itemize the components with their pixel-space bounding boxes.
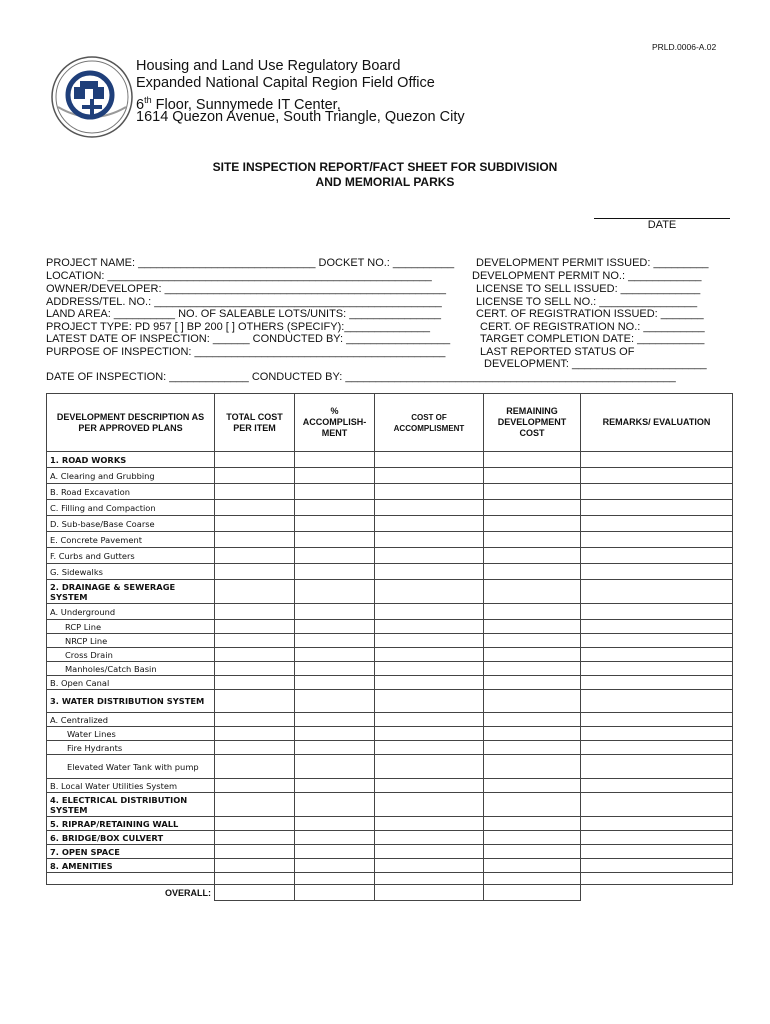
row-description: 5. RIPRAP/RETAINING WALL: [47, 817, 215, 831]
table-cell-input[interactable]: [484, 604, 581, 620]
table-cell-input[interactable]: [581, 741, 733, 755]
table-row: [47, 580, 733, 604]
table-cell-input[interactable]: [375, 580, 484, 604]
table-cell-input[interactable]: [375, 690, 484, 713]
table-cell-input[interactable]: [215, 676, 295, 690]
col-header-remaining-cost: REMAINING DEVELOPMENT COST: [484, 394, 581, 452]
row-description: B. Road Excavation: [47, 484, 215, 500]
table-cell-input[interactable]: [215, 452, 295, 468]
field-office-name: Expanded National Capital Region Field Office: [136, 75, 435, 91]
table-cell-input[interactable]: [581, 452, 733, 468]
table-cell-input[interactable]: [484, 620, 581, 634]
field-address-tel[interactable]: ADDRESS/TEL. NO.: _______________________________________________: [46, 296, 442, 308]
table-cell-input[interactable]: [375, 548, 484, 564]
row-description: 1. ROAD WORKS: [47, 452, 215, 468]
table-cell-input[interactable]: [215, 793, 295, 817]
table-cell-input[interactable]: [375, 727, 484, 741]
table-cell-input[interactable]: [581, 500, 733, 516]
table-row: [47, 859, 733, 873]
table-cell-input[interactable]: [295, 484, 375, 500]
table-cell-input[interactable]: [295, 727, 375, 741]
table-cell-input[interactable]: [375, 532, 484, 548]
field-land-area[interactable]: LAND AREA: __________ NO. OF SALEABLE LOTS/UNITS: _______________: [46, 308, 442, 320]
table-cell-input[interactable]: [581, 564, 733, 580]
row-description: 8. AMENITIES: [47, 859, 215, 873]
table-row: [47, 548, 733, 564]
table-cell-input[interactable]: [295, 516, 375, 532]
table-cell-input[interactable]: [375, 676, 484, 690]
table-cell-input[interactable]: [215, 516, 295, 532]
table-cell-input[interactable]: [581, 845, 733, 859]
table-cell-input[interactable]: [581, 690, 733, 713]
table-cell-input[interactable]: [375, 500, 484, 516]
table-row: [47, 634, 733, 648]
form-code: PRLD.0006-A.02: [652, 42, 717, 52]
col-header-remarks: REMARKS/ EVALUATION: [581, 394, 733, 452]
table-cell-input[interactable]: [375, 779, 484, 793]
table-cell-input[interactable]: [484, 727, 581, 741]
table-row: [47, 831, 733, 845]
field-purpose[interactable]: PURPOSE OF INSPECTION: _________________________________________: [46, 346, 446, 358]
table-cell-input[interactable]: [215, 604, 295, 620]
table-cell-input[interactable]: [375, 817, 484, 831]
table-cell-input[interactable]: [581, 713, 733, 727]
row-description: Manholes/Catch Basin: [47, 662, 215, 676]
table-cell-input[interactable]: [215, 484, 295, 500]
table-cell-input[interactable]: [295, 662, 375, 676]
field-license-issued[interactable]: LICENSE TO SELL ISSUED: _____________: [476, 283, 701, 295]
table-cell-input[interactable]: [581, 532, 733, 548]
table-cell-input[interactable]: [375, 484, 484, 500]
row-description: NRCP Line: [47, 634, 215, 648]
table-cell-input[interactable]: [484, 676, 581, 690]
table-cell-input[interactable]: [581, 676, 733, 690]
table-cell-input[interactable]: [215, 859, 295, 873]
table-cell-input[interactable]: [295, 604, 375, 620]
table-cell-input[interactable]: [375, 620, 484, 634]
table-cell-input[interactable]: [581, 580, 733, 604]
row-description: A. Underground: [47, 604, 215, 620]
table-cell-input[interactable]: [215, 620, 295, 634]
table-cell-input[interactable]: [484, 873, 581, 885]
table-row: [47, 620, 733, 634]
field-license-no[interactable]: LICENSE TO SELL NO.: ________________: [476, 296, 698, 308]
table-cell-input[interactable]: [484, 634, 581, 648]
table-cell-input[interactable]: [484, 580, 581, 604]
table-cell-input[interactable]: [581, 859, 733, 873]
table-cell-input[interactable]: [295, 779, 375, 793]
table-row: [47, 741, 733, 755]
table-cell-input[interactable]: [581, 779, 733, 793]
table-cell-input[interactable]: [375, 662, 484, 676]
table-cell-input[interactable]: [484, 817, 581, 831]
table-cell-input[interactable]: [581, 548, 733, 564]
table-cell-input[interactable]: [484, 741, 581, 755]
table-row: [47, 662, 733, 676]
table-cell-input[interactable]: [484, 452, 581, 468]
overall-cell-input[interactable]: [375, 885, 484, 901]
table-cell-input[interactable]: [375, 468, 484, 484]
field-latest-inspection[interactable]: LATEST DATE OF INSPECTION: ______ CONDUCTED BY: _________________: [46, 333, 451, 345]
row-description: C. Filling and Compaction: [47, 500, 215, 516]
table-cell-input[interactable]: [375, 516, 484, 532]
report-title-line2: AND MEMORIAL PARKS: [315, 175, 455, 189]
table-cell-input[interactable]: [215, 690, 295, 713]
table-row: [47, 500, 733, 516]
row-description: Fire Hydrants: [47, 741, 215, 755]
table-cell-input[interactable]: [215, 713, 295, 727]
table-cell-input[interactable]: [375, 634, 484, 648]
table-cell-input[interactable]: [295, 859, 375, 873]
table-cell-input[interactable]: [581, 727, 733, 741]
col-header-cost-of-accomplishment: COST OF ACCOMPLISMENT: [375, 394, 484, 452]
row-description: 6. BRIDGE/BOX CULVERT: [47, 831, 215, 845]
table-row: [47, 484, 733, 500]
col-header-description: DEVELOPMENT DESCRIPTION AS PER APPROVED PLANS: [47, 394, 215, 452]
field-project-type[interactable]: PROJECT TYPE: PD 957 [ ] BP 200 [ ] OTHERS (SPECIFY):______________: [46, 321, 430, 333]
table-cell-input[interactable]: [484, 831, 581, 845]
table-cell-input[interactable]: [295, 452, 375, 468]
table-row: [47, 845, 733, 859]
overall-label: OVERALL:: [47, 885, 215, 901]
row-description: B. Open Canal: [47, 676, 215, 690]
field-dev-permit-no[interactable]: DEVELOPMENT PERMIT NO.: ____________: [472, 270, 702, 282]
table-cell-input[interactable]: [215, 564, 295, 580]
table-cell-input[interactable]: [215, 755, 295, 779]
table-row: [47, 713, 733, 727]
table-cell-input[interactable]: [484, 713, 581, 727]
table-cell-input[interactable]: [295, 755, 375, 779]
office-floor: 6th Floor, Sunnymede IT Center,: [136, 95, 341, 113]
table-row: [47, 532, 733, 548]
table-row: [47, 648, 733, 662]
table-cell-input[interactable]: [375, 859, 484, 873]
table-cell-input[interactable]: [484, 859, 581, 873]
table-cell-input[interactable]: [215, 648, 295, 662]
table-cell-input[interactable]: [375, 793, 484, 817]
table-cell-input[interactable]: [215, 662, 295, 676]
table-cell-input[interactable]: [215, 817, 295, 831]
table-cell-input[interactable]: [295, 831, 375, 845]
table-cell-input[interactable]: [215, 580, 295, 604]
table-cell-input[interactable]: [295, 564, 375, 580]
table-cell-input[interactable]: [484, 484, 581, 500]
table-cell-input[interactable]: [484, 548, 581, 564]
table-row: [47, 817, 733, 831]
overall-row: [47, 885, 733, 901]
hlurb-logo-icon: [50, 55, 134, 139]
table-cell-input[interactable]: [295, 713, 375, 727]
office-address: 1614 Quezon Avenue, South Triangle, Quezon City: [136, 109, 465, 125]
table-cell-input[interactable]: [215, 500, 295, 516]
table-cell-input[interactable]: [295, 793, 375, 817]
table-cell-input[interactable]: [215, 634, 295, 648]
table-cell-input[interactable]: [375, 873, 484, 885]
table-cell-input[interactable]: [295, 620, 375, 634]
row-description: [47, 873, 215, 885]
table-cell-input[interactable]: [375, 452, 484, 468]
table-cell-input[interactable]: [581, 516, 733, 532]
row-description: Cross Drain: [47, 648, 215, 662]
table-cell-input[interactable]: [215, 727, 295, 741]
overall-empty: [581, 885, 733, 901]
table-cell-input[interactable]: [295, 845, 375, 859]
table-cell-input[interactable]: [581, 484, 733, 500]
col-header-accomplishment: % ACCOMPLISH- MENT: [295, 394, 375, 452]
table-cell-input[interactable]: [375, 713, 484, 727]
table-cell-input[interactable]: [581, 468, 733, 484]
table-cell-input[interactable]: [581, 755, 733, 779]
table-cell-input[interactable]: [295, 548, 375, 564]
table-cell-input[interactable]: [375, 845, 484, 859]
field-cert-no[interactable]: CERT. OF REGISTRATION NO.: __________: [480, 321, 705, 333]
table-row: [47, 676, 733, 690]
table-cell-input[interactable]: [295, 500, 375, 516]
table-cell-input[interactable]: [375, 648, 484, 662]
table-cell-input[interactable]: [581, 620, 733, 634]
row-description: A. Clearing and Grubbing: [47, 468, 215, 484]
table-row: [47, 604, 733, 620]
agency-name: Housing and Land Use Regulatory Board: [136, 58, 401, 74]
field-target-completion[interactable]: TARGET COMPLETION DATE: ___________: [480, 333, 705, 345]
table-cell-input[interactable]: [215, 532, 295, 548]
table-row: [47, 516, 733, 532]
table-cell-input[interactable]: [581, 648, 733, 662]
development-table: [46, 393, 733, 901]
table-cell-input[interactable]: [215, 779, 295, 793]
table-cell-input[interactable]: [484, 662, 581, 676]
field-development-status[interactable]: DEVELOPMENT: ______________________: [484, 358, 707, 370]
date-label: DATE: [647, 219, 677, 231]
row-description: 4. ELECTRICAL DISTRIBUTION SYSTEM: [47, 793, 215, 817]
table-cell-input[interactable]: [484, 516, 581, 532]
table-cell-input[interactable]: [484, 500, 581, 516]
table-cell-input[interactable]: [215, 468, 295, 484]
table-cell-input[interactable]: [215, 831, 295, 845]
table-cell-input[interactable]: [484, 779, 581, 793]
row-description: Elevated Water Tank with pump: [47, 755, 215, 779]
table-cell-input[interactable]: [484, 690, 581, 713]
field-owner-developer[interactable]: OWNER/DEVELOPER: ______________________________________________: [46, 283, 446, 295]
row-description: RCP Line: [47, 620, 215, 634]
table-cell-input[interactable]: [484, 845, 581, 859]
table-cell-input[interactable]: [215, 845, 295, 859]
row-description: Water Lines: [47, 727, 215, 741]
table-cell-input[interactable]: [581, 634, 733, 648]
field-last-status: LAST REPORTED STATUS OF: [480, 346, 635, 358]
table-cell-input[interactable]: [581, 831, 733, 845]
table-cell-input[interactable]: [375, 604, 484, 620]
row-description: E. Concrete Pavement: [47, 532, 215, 548]
table-row: [47, 690, 733, 713]
table-cell-input[interactable]: [581, 873, 733, 885]
field-project-name[interactable]: PROJECT NAME: _____________________________ DOCKET NO.: __________: [46, 257, 455, 269]
table-cell-input[interactable]: [295, 634, 375, 648]
table-cell-input[interactable]: [484, 564, 581, 580]
table-row: [47, 793, 733, 817]
overall-cell-input[interactable]: [295, 885, 375, 901]
col-header-total-cost: TOTAL COST PER ITEM: [215, 394, 295, 452]
row-description: 2. DRAINAGE & SEWERAGE SYSTEM: [47, 580, 215, 604]
table-cell-input[interactable]: [375, 741, 484, 755]
table-row: [47, 564, 733, 580]
row-description: D. Sub-base/Base Coarse: [47, 516, 215, 532]
table-cell-input[interactable]: [375, 831, 484, 845]
row-description: 7. OPEN SPACE: [47, 845, 215, 859]
table-cell-input[interactable]: [215, 548, 295, 564]
table-row: [47, 755, 733, 779]
table-cell-input[interactable]: [295, 532, 375, 548]
overall-cell-input[interactable]: [484, 885, 581, 901]
table-cell-input[interactable]: [484, 532, 581, 548]
table-cell-input[interactable]: [484, 755, 581, 779]
table-cell-input[interactable]: [484, 648, 581, 662]
field-date-of-inspection[interactable]: DATE OF INSPECTION: _____________ CONDUCTED BY: ______________________________________________________: [46, 371, 676, 383]
overall-cell-input[interactable]: [215, 885, 295, 901]
row-description: A. Centralized: [47, 713, 215, 727]
row-description: F. Curbs and Gutters: [47, 548, 215, 564]
table-row: [47, 779, 733, 793]
table-cell-input[interactable]: [295, 648, 375, 662]
table-cell-input[interactable]: [581, 662, 733, 676]
table-row: [47, 873, 733, 885]
report-title-line1: SITE INSPECTION REPORT/FACT SHEET FOR SUBDIVISION: [212, 160, 558, 174]
table-cell-input[interactable]: [295, 690, 375, 713]
row-description: B. Local Water Utilities System: [47, 779, 215, 793]
table-cell-input[interactable]: [295, 817, 375, 831]
table-cell-input[interactable]: [375, 755, 484, 779]
table-row: [47, 468, 733, 484]
row-description: G. Sidewalks: [47, 564, 215, 580]
table-cell-input[interactable]: [484, 793, 581, 817]
table-cell-input[interactable]: [295, 873, 375, 885]
table-cell-input[interactable]: [581, 793, 733, 817]
field-location[interactable]: LOCATION: _____________________________________________________: [46, 270, 432, 282]
table-cell-input[interactable]: [581, 604, 733, 620]
table-cell-input[interactable]: [295, 468, 375, 484]
row-description: 3. WATER DISTRIBUTION SYSTEM: [47, 690, 215, 713]
table-cell-input[interactable]: [295, 676, 375, 690]
table-cell-input[interactable]: [215, 741, 295, 755]
table-cell-input[interactable]: [581, 817, 733, 831]
table-cell-input[interactable]: [295, 741, 375, 755]
table-row: [47, 727, 733, 741]
field-cert-issued[interactable]: CERT. OF REGISTRATION ISSUED: _______: [476, 308, 704, 320]
table-cell-input[interactable]: [215, 873, 295, 885]
field-dev-permit-issued[interactable]: DEVELOPMENT PERMIT ISSUED: _________: [476, 257, 709, 269]
table-row: [47, 452, 733, 468]
table-cell-input[interactable]: [295, 580, 375, 604]
table-cell-input[interactable]: [375, 564, 484, 580]
table-cell-input[interactable]: [484, 468, 581, 484]
